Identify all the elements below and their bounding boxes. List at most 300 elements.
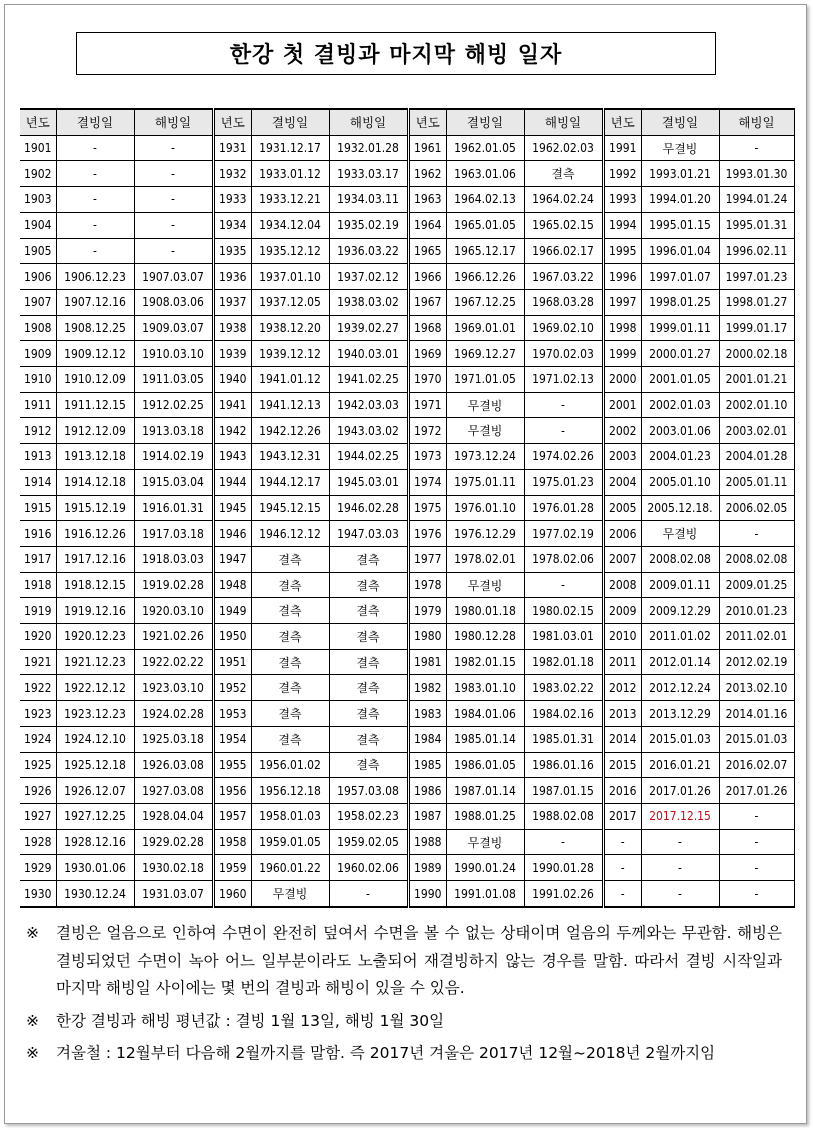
table-row [20, 855, 212, 881]
thaw-date-cell: 2015.01.03 [719, 726, 794, 752]
table-row [20, 135, 212, 161]
table-row [410, 469, 602, 495]
freeze-date-cell: 1990.01.24 [446, 855, 524, 881]
table-row [215, 367, 407, 393]
header-year: 년도 [605, 109, 641, 135]
footnote [22, 1040, 782, 1068]
thaw-date-cell: - [719, 855, 794, 881]
freeze-date-cell: 1911.12.15 [56, 392, 134, 418]
year-cell: 1904 [20, 212, 56, 238]
year-cell: 1978 [410, 572, 446, 598]
freeze-date-cell: 1978.02.01 [446, 546, 524, 572]
year-cell: 1946 [215, 521, 251, 547]
thaw-date-cell: 2002.01.10 [719, 392, 794, 418]
thaw-date-cell: 1931.03.07 [134, 881, 212, 907]
year-cell: 1951 [215, 649, 251, 675]
table-row [410, 495, 602, 521]
thaw-date-cell: 1926.03.08 [134, 752, 212, 778]
table-row [215, 187, 407, 213]
year-cell: 1916 [20, 521, 56, 547]
thaw-date-cell: 결측 [329, 701, 407, 727]
year-cell: 1939 [215, 341, 251, 367]
thaw-date-cell: 1912.02.25 [134, 392, 212, 418]
thaw-date-cell: 2001.01.21 [719, 367, 794, 393]
thaw-date-cell: - [719, 829, 794, 855]
thaw-date-cell: 1934.03.11 [329, 187, 407, 213]
table-row [605, 829, 794, 855]
freeze-date-cell: 결측 [251, 649, 329, 675]
freeze-date-cell: 1933.01.12 [251, 161, 329, 187]
year-cell: 1961 [410, 135, 446, 161]
thaw-date-cell: 2011.02.01 [719, 624, 794, 650]
thaw-date-cell: 1911.03.05 [134, 367, 212, 393]
year-cell: 1928 [20, 829, 56, 855]
freeze-date-cell: 1976.01.10 [446, 495, 524, 521]
freeze-date-cell: 1919.12.16 [56, 598, 134, 624]
freeze-date-cell: 1913.12.18 [56, 444, 134, 470]
freeze-date-cell: 1906.12.23 [56, 264, 134, 290]
thaw-date-cell: - [134, 238, 212, 264]
table-row [605, 289, 794, 315]
freeze-date-cell: 1959.01.05 [251, 829, 329, 855]
table-row [20, 752, 212, 778]
freeze-date-cell: 무결빙 [446, 829, 524, 855]
freeze-date-cell: 1942.12.26 [251, 418, 329, 444]
thaw-date-cell: - [524, 392, 602, 418]
freeze-date-cell: 2009.12.29 [641, 598, 719, 624]
year-cell: 1982 [410, 675, 446, 701]
thaw-date-cell: 1942.03.03 [329, 392, 407, 418]
year-cell: 1957 [215, 803, 251, 829]
year-cell: 1971 [410, 392, 446, 418]
freeze-date-cell: 1983.01.10 [446, 675, 524, 701]
year-cell: 1925 [20, 752, 56, 778]
table-row [215, 803, 407, 829]
table-row [20, 212, 212, 238]
table-block-4 [605, 108, 795, 908]
table-row [215, 315, 407, 341]
freeze-date-cell: 2008.02.08 [641, 546, 719, 572]
year-cell: 1969 [410, 341, 446, 367]
year-cell: 1950 [215, 624, 251, 650]
header-freeze-date: 결빙일 [56, 109, 134, 135]
table-row [20, 675, 212, 701]
year-cell: 1994 [605, 212, 641, 238]
table-row [410, 135, 602, 161]
freeze-date-cell: 1935.12.12 [251, 238, 329, 264]
table-row [605, 469, 794, 495]
year-cell: 1967 [410, 289, 446, 315]
table-row [410, 829, 602, 855]
table-row [605, 752, 794, 778]
year-cell: 1995 [605, 238, 641, 264]
freeze-date-cell: 2011.01.02 [641, 624, 719, 650]
thaw-date-cell: 1993.01.30 [719, 161, 794, 187]
freeze-date-cell: - [56, 212, 134, 238]
table-row [605, 264, 794, 290]
year-cell: 1953 [215, 701, 251, 727]
year-cell: 1913 [20, 444, 56, 470]
freeze-date-cell: 1910.12.09 [56, 367, 134, 393]
year-cell: 1960 [215, 881, 251, 907]
year-cell: 1915 [20, 495, 56, 521]
year-cell: 1965 [410, 238, 446, 264]
freeze-date-cell: 2015.01.03 [641, 726, 719, 752]
thaw-date-cell: 2012.02.19 [719, 649, 794, 675]
table-row [20, 341, 212, 367]
table-row [215, 135, 407, 161]
freeze-date-cell: 1998.01.25 [641, 289, 719, 315]
year-cell: 1935 [215, 238, 251, 264]
freeze-date-cell: 1926.12.07 [56, 778, 134, 804]
thaw-date-cell: 1945.03.01 [329, 469, 407, 495]
thaw-date-cell: 2008.02.08 [719, 546, 794, 572]
freeze-date-cell: - [56, 161, 134, 187]
freeze-date-cell: 1907.12.16 [56, 289, 134, 315]
freeze-date-cell: 결측 [251, 572, 329, 598]
table-row [410, 289, 602, 315]
thaw-date-cell: 1935.02.19 [329, 212, 407, 238]
thaw-date-cell: 1946.02.28 [329, 495, 407, 521]
freeze-date-cell: 1987.01.14 [446, 778, 524, 804]
year-cell: 2006 [605, 521, 641, 547]
reference-mark-icon: ※ [26, 1044, 39, 1062]
thaw-date-cell: 1988.02.08 [524, 803, 602, 829]
table-row [215, 161, 407, 187]
freeze-date-cell: - [641, 881, 719, 907]
freeze-date-cell: 무결빙 [251, 881, 329, 907]
freeze-date-cell: 1912.12.09 [56, 418, 134, 444]
thaw-date-cell: 결측 [329, 546, 407, 572]
year-cell: 2011 [605, 649, 641, 675]
table-row [605, 881, 794, 907]
thaw-date-cell: 1918.03.03 [134, 546, 212, 572]
table-row [410, 341, 602, 367]
table-row [20, 726, 212, 752]
freeze-date-cell: 1946.12.12 [251, 521, 329, 547]
table-row [20, 367, 212, 393]
year-cell: 1993 [605, 187, 641, 213]
year-cell: 2007 [605, 546, 641, 572]
table-row [605, 367, 794, 393]
year-cell: 1907 [20, 289, 56, 315]
table-row [410, 367, 602, 393]
table-row [410, 752, 602, 778]
thaw-date-cell: 1938.03.02 [329, 289, 407, 315]
table-row [215, 264, 407, 290]
thaw-date-cell: 1910.03.10 [134, 341, 212, 367]
thaw-date-cell: 1998.01.27 [719, 289, 794, 315]
freeze-date-cell: 1917.12.16 [56, 546, 134, 572]
thaw-date-cell: 1941.02.25 [329, 367, 407, 393]
table-row [20, 521, 212, 547]
table-row [410, 803, 602, 829]
year-cell: 1968 [410, 315, 446, 341]
year-cell: 2002 [605, 418, 641, 444]
year-cell: 2012 [605, 675, 641, 701]
year-cell: - [605, 829, 641, 855]
year-cell: 1911 [20, 392, 56, 418]
year-cell: 1905 [20, 238, 56, 264]
year-cell: 1997 [605, 289, 641, 315]
table-row [410, 881, 602, 907]
thaw-date-cell: 1962.02.03 [524, 135, 602, 161]
table-row [215, 855, 407, 881]
thaw-date-cell: - [719, 135, 794, 161]
page-title: 한강 첫 결빙과 마지막 해빙 일자 [76, 32, 716, 75]
thaw-date-cell: 1983.02.22 [524, 675, 602, 701]
freeze-date-cell: - [56, 187, 134, 213]
freeze-date-cell: 무결빙 [446, 418, 524, 444]
thaw-date-cell: 1996.02.11 [719, 238, 794, 264]
table-row [605, 341, 794, 367]
freeze-date-cell: 1922.12.12 [56, 675, 134, 701]
freeze-date-cell: 1997.01.07 [641, 264, 719, 290]
table-row [605, 135, 794, 161]
year-cell: 2014 [605, 726, 641, 752]
freeze-date-cell: 1937.12.05 [251, 289, 329, 315]
table-row [215, 495, 407, 521]
thaw-date-cell: 1971.02.13 [524, 367, 602, 393]
thaw-date-cell: 1908.03.06 [134, 289, 212, 315]
table-row [215, 521, 407, 547]
thaw-date-cell: 1940.03.01 [329, 341, 407, 367]
table-row [20, 572, 212, 598]
thaw-date-cell: 1923.03.10 [134, 675, 212, 701]
thaw-date-cell: 1999.01.17 [719, 315, 794, 341]
thaw-date-cell: 1919.02.28 [134, 572, 212, 598]
year-cell: 1902 [20, 161, 56, 187]
thaw-date-cell: 1925.03.18 [134, 726, 212, 752]
freeze-date-cell: 1921.12.23 [56, 649, 134, 675]
table-row [410, 624, 602, 650]
thaw-date-cell: 1920.03.10 [134, 598, 212, 624]
year-cell: 1996 [605, 264, 641, 290]
table-row [410, 392, 602, 418]
freeze-date-cell: 1984.01.06 [446, 701, 524, 727]
thaw-date-cell: 1985.01.31 [524, 726, 602, 752]
thaw-date-cell: 1913.03.18 [134, 418, 212, 444]
header-row [215, 109, 407, 135]
year-cell: 1932 [215, 161, 251, 187]
table-row [605, 624, 794, 650]
year-cell: 1985 [410, 752, 446, 778]
year-cell: 2004 [605, 469, 641, 495]
table-row [20, 315, 212, 341]
year-cell: 1998 [605, 315, 641, 341]
freeze-date-cell: 2012.12.24 [641, 675, 719, 701]
freeze-date-cell: 결측 [251, 701, 329, 727]
thaw-date-cell: 1968.03.28 [524, 289, 602, 315]
year-cell: - [605, 881, 641, 907]
year-cell: 2008 [605, 572, 641, 598]
table-row [410, 598, 602, 624]
freeze-date-cell: - [56, 135, 134, 161]
table-row [410, 212, 602, 238]
table-row [605, 855, 794, 881]
freeze-date-cell: 1941.12.13 [251, 392, 329, 418]
freeze-date-cell: 1920.12.23 [56, 624, 134, 650]
year-cell: 1991 [605, 135, 641, 161]
year-cell: 2010 [605, 624, 641, 650]
year-cell: 2000 [605, 367, 641, 393]
freeze-date-cell: 1996.01.04 [641, 238, 719, 264]
freeze-date-cell: 2017.01.26 [641, 778, 719, 804]
thaw-date-cell: 1915.03.04 [134, 469, 212, 495]
freeze-date-cell: 1960.01.22 [251, 855, 329, 881]
freeze-date-cell: 1980.01.18 [446, 598, 524, 624]
year-cell: 1941 [215, 392, 251, 418]
thaw-date-cell: - [134, 135, 212, 161]
freeze-date-cell: 2001.01.05 [641, 367, 719, 393]
thaw-date-cell: 1974.02.26 [524, 444, 602, 470]
table-row [20, 289, 212, 315]
table-row [605, 546, 794, 572]
table-row [410, 726, 602, 752]
year-cell: 1908 [20, 315, 56, 341]
freeze-date-cell: 2000.01.27 [641, 341, 719, 367]
footnote-text: 겨울철 : 12월부터 다음해 2월까지를 말함. 즉 2017년 겨울은 2017년 12월~2018년 2월까지임 [56, 1044, 716, 1062]
thaw-date-cell: 1981.03.01 [524, 624, 602, 650]
thaw-date-cell: 1964.02.24 [524, 187, 602, 213]
thaw-date-cell: 2010.01.23 [719, 598, 794, 624]
thaw-date-cell: 1922.02.22 [134, 649, 212, 675]
year-cell: 1923 [20, 701, 56, 727]
header-row [605, 109, 794, 135]
thaw-date-cell: 1936.03.22 [329, 238, 407, 264]
thaw-date-cell: 1976.01.28 [524, 495, 602, 521]
year-cell: 1956 [215, 778, 251, 804]
freeze-date-cell: 1933.12.21 [251, 187, 329, 213]
reference-mark-icon: ※ [26, 1011, 39, 1030]
table-row [605, 803, 794, 829]
thaw-date-cell: 1987.01.15 [524, 778, 602, 804]
thaw-date-cell: 1924.02.28 [134, 701, 212, 727]
thaw-date-cell: 2000.02.18 [719, 341, 794, 367]
freeze-date-cell: 1930.12.24 [56, 881, 134, 907]
table-row [20, 546, 212, 572]
table-row [20, 392, 212, 418]
thaw-date-cell: 1969.02.10 [524, 315, 602, 341]
year-cell: 1958 [215, 829, 251, 855]
header-thaw-date: 해빙일 [329, 109, 407, 135]
header-year: 년도 [410, 109, 446, 135]
thaw-date-cell: 1970.02.03 [524, 341, 602, 367]
thaw-date-cell: 1995.01.31 [719, 212, 794, 238]
reference-mark-icon: ※ [26, 924, 39, 942]
header-freeze-date: 결빙일 [641, 109, 719, 135]
year-cell: 1970 [410, 367, 446, 393]
freeze-date-cell: 2009.01.11 [641, 572, 719, 598]
freeze-date-cell: 결측 [251, 675, 329, 701]
thaw-date-cell: - [719, 803, 794, 829]
thaw-date-cell: 1930.02.18 [134, 855, 212, 881]
thaw-date-cell: - [134, 161, 212, 187]
year-cell: 1979 [410, 598, 446, 624]
table-row [605, 649, 794, 675]
thaw-date-cell: 1986.01.16 [524, 752, 602, 778]
freeze-date-cell: 무결빙 [446, 572, 524, 598]
header-row [410, 109, 602, 135]
footnotes [22, 920, 782, 1068]
thaw-date-cell: 1997.01.23 [719, 264, 794, 290]
table-row [215, 752, 407, 778]
thaw-date-cell: 1984.02.16 [524, 701, 602, 727]
table-block-2 [215, 108, 408, 908]
freeze-date-cell: 1969.12.27 [446, 341, 524, 367]
table-row [20, 444, 212, 470]
thaw-date-cell: 1933.03.17 [329, 161, 407, 187]
year-cell: 1934 [215, 212, 251, 238]
freeze-date-cell: 결측 [251, 546, 329, 572]
year-cell: 1966 [410, 264, 446, 290]
footnote-text: 결빙은 얼음으로 인하여 수면이 완전히 덮여서 수면을 볼 수 없는 상태이며 얼음의 두께와는 무관함. 해빙은 결빙되었던 수면이 녹아 어느 일부분이라도 노출되어 재결빙하지 않는 경우를 말함. 따라서 결빙 시작일과 마지막 해빙일 사이에는 몇 번의 결빙과 해빙이 있을 수 있음. [56, 924, 782, 997]
thaw-date-cell: 결측 [329, 598, 407, 624]
year-cell: 1926 [20, 778, 56, 804]
freeze-date-cell: 1908.12.25 [56, 315, 134, 341]
table-row [215, 444, 407, 470]
thaw-date-cell: 결측 [524, 161, 602, 187]
table-row [410, 418, 602, 444]
header-thaw-date: 해빙일 [524, 109, 602, 135]
thaw-date-cell: 1944.02.25 [329, 444, 407, 470]
year-cell: 1962 [410, 161, 446, 187]
table-row [215, 675, 407, 701]
year-cell: 1918 [20, 572, 56, 598]
header-freeze-date: 결빙일 [251, 109, 329, 135]
freeze-date-cell: 1986.01.05 [446, 752, 524, 778]
year-cell: 1921 [20, 649, 56, 675]
footnote-text: 한강 결빙과 해빙 평년값 : 결빙 1월 13일, 해빙 1월 30일 [56, 1011, 445, 1030]
table-row [20, 829, 212, 855]
freeze-date-cell: 1909.12.12 [56, 341, 134, 367]
freeze-date-cell: 2004.01.23 [641, 444, 719, 470]
freeze-date-cell: 1916.12.26 [56, 521, 134, 547]
table-row [410, 855, 602, 881]
year-cell: 1945 [215, 495, 251, 521]
year-cell: 2009 [605, 598, 641, 624]
table-row [605, 778, 794, 804]
year-cell: 2001 [605, 392, 641, 418]
year-cell: 1975 [410, 495, 446, 521]
year-cell: 1903 [20, 187, 56, 213]
footnote [22, 1008, 782, 1036]
table-row [20, 881, 212, 907]
table-row [20, 161, 212, 187]
table-row [215, 881, 407, 907]
table-row [215, 392, 407, 418]
table-row [410, 315, 602, 341]
year-cell: 2017 [605, 803, 641, 829]
thaw-date-cell: 1965.02.15 [524, 212, 602, 238]
freeze-date-cell: 1966.12.26 [446, 264, 524, 290]
thaw-date-cell: 결측 [329, 752, 407, 778]
thaw-date-cell: - [719, 881, 794, 907]
table-row [215, 778, 407, 804]
year-cell: 2013 [605, 701, 641, 727]
table-row [410, 264, 602, 290]
table-row [605, 187, 794, 213]
thaw-date-cell: 1975.01.23 [524, 469, 602, 495]
table-row [410, 521, 602, 547]
thaw-date-cell: 1929.02.28 [134, 829, 212, 855]
freeze-date-cell: 무결빙 [641, 521, 719, 547]
table-row [410, 187, 602, 213]
year-cell: 1937 [215, 289, 251, 315]
year-cell: 1947 [215, 546, 251, 572]
header-year: 년도 [215, 109, 251, 135]
year-cell: 1927 [20, 803, 56, 829]
